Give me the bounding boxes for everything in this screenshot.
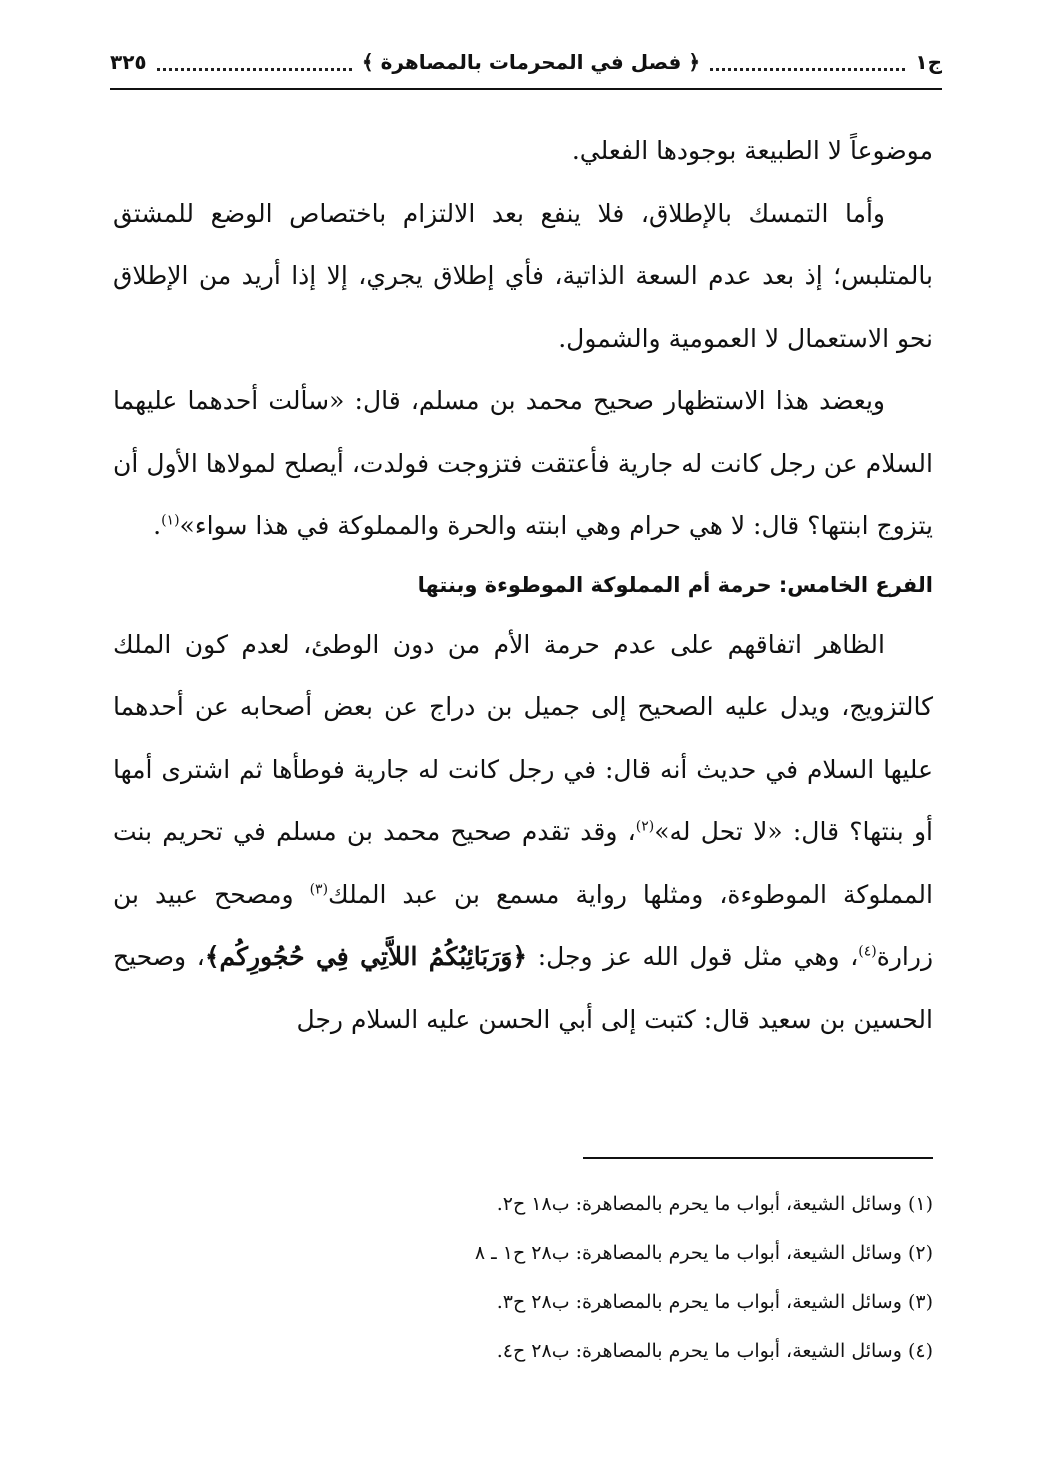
paragraph-4-part-c: ومصحح عبيد بن زرارة	[113, 879, 934, 971]
footnotes	[113, 1180, 933, 1376]
footnote-1: (١) وسائل الشيعة، أبواب ما يحرم بالمصاهرة: ب١٨ ح٢.	[496, 1193, 933, 1215]
paragraph-4-part-a: الظاهر اتفاقهم على عدم حرمة الأم من دون الوطئ، لعدم كون الملك كالتزويج، ويدل عليه الصحيح إلى جميل بن دراج عن بعض أصحابه عن أحدهما عليها السلام في حديث أنه قال: في رجل كانت له جارية فوطأها ثم اشترى أمها أو بنتها؟ قال: «لا تحل له»	[113, 629, 933, 846]
paragraph-3-end: .	[153, 511, 162, 540]
section-title: ﴿ فصل في المحرمات بالمصاهرة ﴾	[361, 50, 701, 74]
footnote-2: (٢) وسائل الشيعة، أبواب ما يحرم بالمصاهرة: ب٢٨ ح١ ـ ٨	[474, 1242, 933, 1264]
header-dot-leader	[157, 54, 352, 71]
header-dot-leader	[710, 54, 905, 71]
paragraph-3-text: ويعضد هذا الاستظهار صحيح محمد بن مسلم، قال: «سألت أحدهما عليهما السلام عن رجل كانت له جارية فأعتقت فتزوجت فولدت، أيصلح لمولاها الأول أن يتزوج ابنتها؟ قال: لا هي حرام وهي ابنته والحرة والمملوكة في هذا سواء»	[113, 386, 933, 540]
running-header	[110, 40, 942, 84]
footnote-ref-2: (٢)	[635, 818, 655, 835]
header-rule	[110, 88, 942, 90]
main-text	[113, 120, 933, 1051]
paragraph-4-part-e: ، وصحيح الحسين بن سعيد قال: كتبت إلى أبي الحسن عليه السلام رجل	[113, 942, 933, 1034]
footnote-ref-4: (٤)	[858, 943, 877, 960]
footnote-ref-3: (٣)	[309, 881, 329, 898]
paragraph-2: وأما التمسك بالإطلاق، فلا ينفع بعد الالتزام باختصاص الوضع للمشتق بالمتلبس؛ إذ بعد عدم السعة الذاتية، فأي إطلاق يجري، إلا إذا أريد من الإطلاق نحو الاستعمال لا العمومية والشمول.	[113, 198, 933, 353]
paragraph-1: موضوعاً لا الطبيعة بوجودها الفعلي.	[571, 136, 933, 165]
page-number: ٣٢٥	[109, 50, 147, 74]
footnote-3: (٣) وسائل الشيعة، أبواب ما يحرم بالمصاهرة: ب٢٨ ح٣.	[496, 1291, 933, 1313]
paragraph-4-part-d: ، وهي مثل قول الله عز وجل:	[527, 942, 859, 971]
quran-verse: ﴿وَرَبَائِبُكُمُ اللاَّتِي فِي حُجُورِكُم﴾	[204, 942, 528, 971]
paragraph-4-part-b: ، وقد تقدم صحيح محمد بن مسلم في تحريم بنت المملوكة الموطوءة، ومثلها رواية مسمع بن عبد الملك	[113, 817, 933, 909]
footnote-4: (٤) وسائل الشيعة، أبواب ما يحرم بالمصاهرة: ب٢٨ ح٤.	[496, 1340, 933, 1362]
subheading: الفرع الخامس: حرمة أم المملوكة الموطوءة وبنتها	[417, 572, 933, 597]
paragraph-4	[113, 614, 933, 1052]
footnote-ref-1: (١)	[161, 512, 180, 529]
paragraph-3	[113, 370, 933, 558]
footnote-separator	[583, 1157, 933, 1159]
volume-label: ج١	[915, 50, 942, 74]
